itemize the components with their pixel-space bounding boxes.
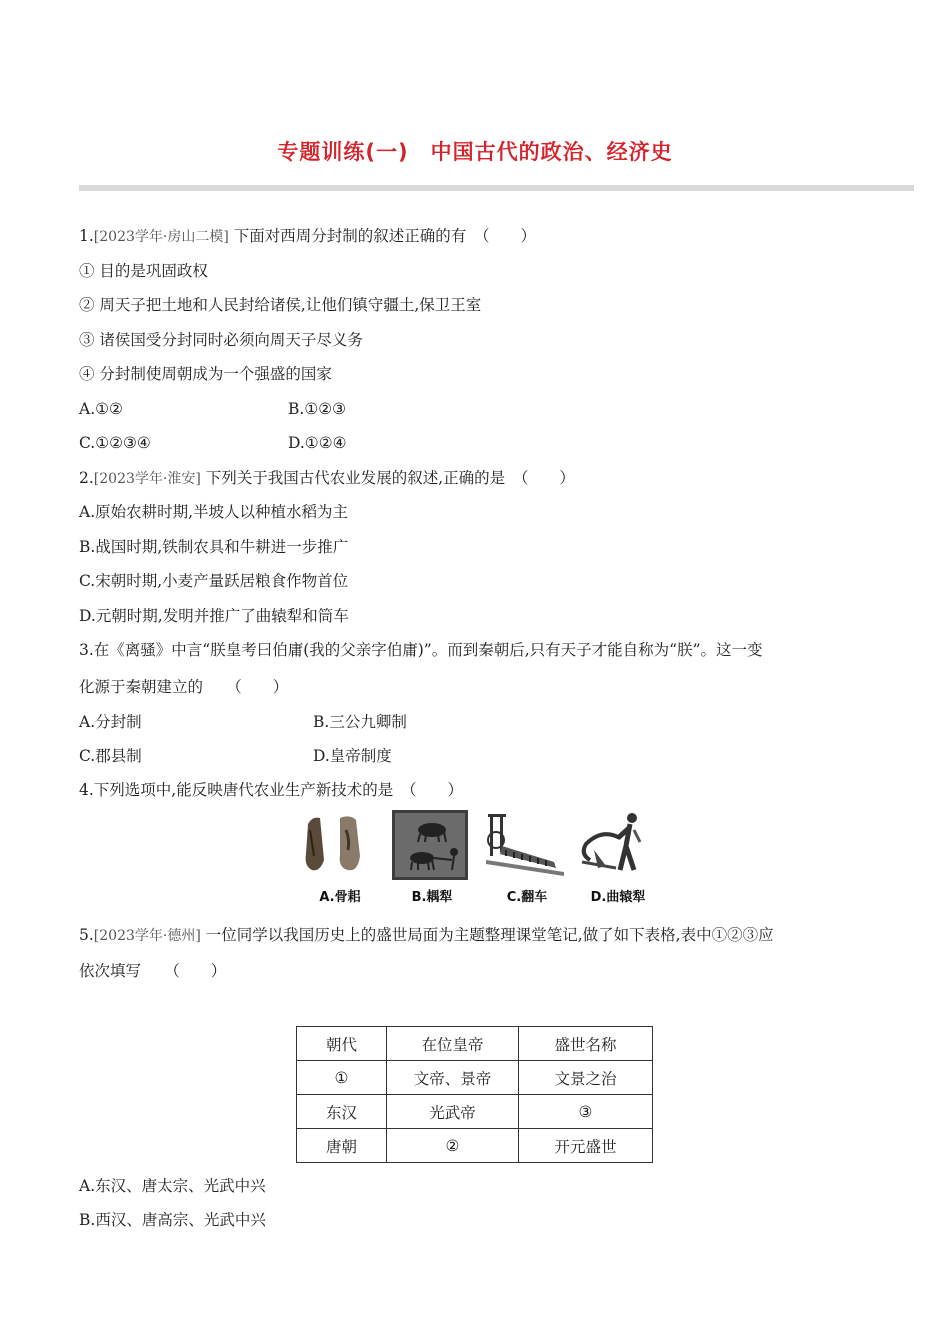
option-a[interactable]: A.①② xyxy=(79,400,123,418)
figure-b-caption: B.耦犁 xyxy=(411,890,453,905)
bone-spade-icon xyxy=(300,810,380,882)
figure-c[interactable] xyxy=(484,810,570,906)
option-a[interactable]: A.东汉、唐太宗、光武中兴 xyxy=(79,1177,266,1195)
table-header: 在位皇帝 xyxy=(387,1027,519,1061)
option-b[interactable]: B.三公九卿制 xyxy=(313,713,407,731)
table-cell: 东汉 xyxy=(297,1095,387,1129)
question-5-stem xyxy=(79,925,774,946)
table-cell: 开元盛世 xyxy=(519,1129,653,1163)
ox-plough-icon xyxy=(392,810,468,882)
question-text: 下面对西周分封制的叙述正确的有 （ ） xyxy=(233,227,537,245)
table-header: 盛世名称 xyxy=(519,1027,653,1061)
figure-a-caption: A.骨耜 xyxy=(319,890,361,905)
figure-c-caption: C.翻车 xyxy=(506,890,548,905)
option-b[interactable]: B.①②③ xyxy=(288,400,347,418)
figure-b[interactable] xyxy=(392,810,472,906)
page-title: 专题训练(一) 中国古代的政治、经济史 xyxy=(277,140,673,164)
question-number: 5. xyxy=(79,926,94,944)
statement-item: ① 目的是巩固政权 xyxy=(79,262,208,280)
figure-d-caption: D.曲辕犁 xyxy=(590,890,646,905)
question-number: 2. xyxy=(79,469,94,487)
question-text: 一位同学以我国历史上的盛世局面为主题整理课堂笔记,做了如下表格,表中①②③应 xyxy=(205,926,774,944)
question-text: 下列关于我国古代农业发展的叙述,正确的是 （ ） xyxy=(205,469,575,487)
farm-tools-figure xyxy=(300,810,660,906)
question-source: [2023学年·房山二模] xyxy=(93,229,229,245)
option-c[interactable]: C.郡县制 xyxy=(79,747,142,765)
question-3-stem-cont: 化源于秦朝建立的 （ ） xyxy=(79,678,289,696)
table-header: 朝代 xyxy=(297,1027,387,1061)
question-2-stem xyxy=(79,468,575,489)
option-a[interactable]: A.分封制 xyxy=(79,713,142,731)
table-cell: ② xyxy=(387,1129,519,1163)
option-a[interactable]: A.原始农耕时期,半坡人以种植水稻为主 xyxy=(79,503,349,521)
question-5-stem-cont: 依次填写 （ ） xyxy=(79,962,227,980)
figure-d[interactable] xyxy=(576,810,660,906)
option-d[interactable]: D.①②④ xyxy=(288,434,347,452)
question-1-stem xyxy=(79,226,536,247)
question-source: [2023学年·德州] xyxy=(93,928,201,944)
question-source: [2023学年·淮安] xyxy=(93,471,201,487)
table-cell: 文帝、景帝 xyxy=(387,1061,519,1095)
question-number: 1. xyxy=(79,227,94,245)
table-header-row xyxy=(297,1027,653,1061)
prosperity-table xyxy=(296,1026,653,1163)
table-cell: ③ xyxy=(519,1095,653,1129)
figure-a[interactable] xyxy=(300,810,380,906)
option-d[interactable]: D.元朝时期,发明并推广了曲辕犁和筒车 xyxy=(79,607,349,625)
question-4-stem: 4.下列选项中,能反映唐代农业生产新技术的是 （ ） xyxy=(79,781,463,799)
option-c[interactable]: C.①②③④ xyxy=(79,434,151,452)
statement-item: ③ 诸侯国受分封同时必须向周天子尽义务 xyxy=(79,331,363,349)
option-b[interactable]: B.西汉、唐高宗、光武中兴 xyxy=(79,1211,266,1229)
table-cell: 文景之治 xyxy=(519,1061,653,1095)
option-b[interactable]: B.战国时期,铁制农具和牛耕进一步推广 xyxy=(79,538,349,556)
curved-plough-icon xyxy=(576,810,660,882)
water-wheel-icon xyxy=(484,810,570,882)
title-divider xyxy=(79,185,914,191)
option-c[interactable]: C.宋朝时期,小麦产量跃居粮食作物首位 xyxy=(79,572,349,590)
statement-item: ② 周天子把土地和人民封给诸侯,让他们镇守疆土,保卫王室 xyxy=(79,296,482,314)
option-d[interactable]: D.皇帝制度 xyxy=(313,747,392,765)
table-cell: ① xyxy=(297,1061,387,1095)
statement-item: ④ 分封制使周朝成为一个强盛的国家 xyxy=(79,365,332,383)
table-cell: 光武帝 xyxy=(387,1095,519,1129)
question-3-stem: 3.在《离骚》中言“朕皇考曰伯庸(我的父亲字伯庸)”。而到秦朝后,只有天子才能自称为“朕”。这一变 xyxy=(79,641,763,659)
table-row xyxy=(297,1095,653,1129)
table-cell: 唐朝 xyxy=(297,1129,387,1163)
table-row xyxy=(297,1061,653,1095)
table-row xyxy=(297,1129,653,1163)
